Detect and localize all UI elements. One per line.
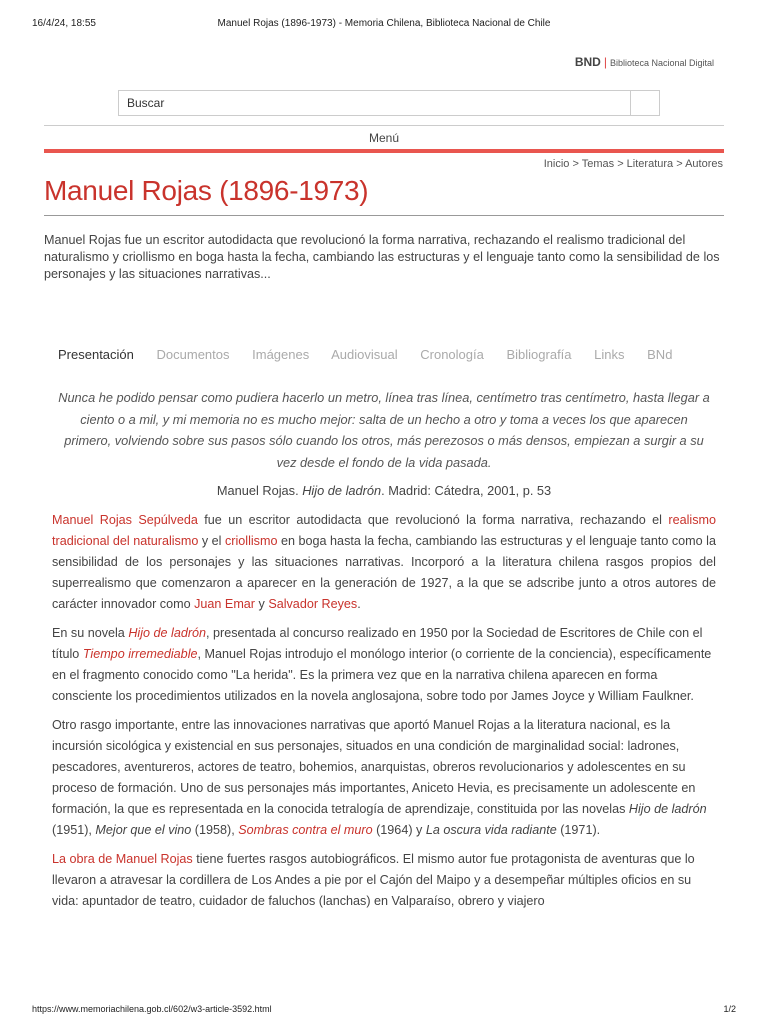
print-url: https://www.memoriachilena.gob.cl/602/w3-article-3592.html — [32, 1004, 272, 1014]
link-obra-manuel-rojas[interactable]: La obra de Manuel Rojas — [52, 852, 193, 866]
paragraph-3: Otro rasgo importante, entre las innovaciones narrativas que aportó Manuel Rojas a la literatura nacional, es la incursión sicológica y existencial en sus personajes, situados en una condición de marginalidad social: ladrones, pescadores, aventureros, actores de teatro, bohemios, anarquistas, obreros revolucionarios y adolescentes en su proceso de formación. Uno de sus personajes más importantes, Aniceto Hevia, es precisamente un adolescente en formación, la que es representada en la conocida tetralogía de aprendizaje, constituida por las novelas Hijo de ladrón (1951), Mejor que el vino (1958), Sombras contra el muro (1964) y La oscura vida radiante (1971). — [52, 718, 707, 837]
paragraph-1: Manuel Rojas Sepúlveda fue un escritor autodidacta que revolucionó la forma narrativa, rechazando el realismo tradicional del naturalismo y el criollismo en boga hasta la fecha, cambiando las estructuras y el lenguaje tanto como la sensibilidad de los personajes y las situaciones narrativas. Incorporó a la literatura chilena rasgos propios del superrealismo que comenzaron a aparecer en la generación de 1927, a la que se adscribe junto a otros autores de carácter innovador como Juan Emar y Salvador Reyes. — [52, 513, 716, 611]
section-tabs — [58, 347, 691, 362]
menu-toggle[interactable]: Menú — [44, 125, 724, 150]
print-title: Manuel Rojas (1896-1973) - Memoria Chilena, Biblioteca Nacional de Chile — [217, 18, 551, 29]
print-date: 16/4/24, 18:55 — [32, 18, 96, 29]
epigraph-quote: Nunca he podido pensar como pudiera hacerlo un metro, línea tras línea, centímetro tras centímetro, hasta llegar a ciento o a mil, y mi memoria no es mucho mejor: salta de un hecho a otro y toma a veces los que aparecen primero, volviendo sobre sus pasos sólo cuando los otros, más perezosos o más densos, empiezan a surgir a su vez desde el fondo de la vida pasada. — [58, 390, 710, 470]
paragraph-4: La obra de Manuel Rojas tiene fuertes rasgos autobiográficos. El mismo autor fue protagonista de aventuras que lo llevaron a atravesar la cordillera de Los Andes a pie por el Cajón del Maipo y a desempeñar múltiples oficios en su vida: apuntador de teatro, cuidador de faluchos (lanchas) en Valparaíso, obrero y viajero — [52, 852, 695, 908]
tab-bnd[interactable]: BNd — [647, 347, 673, 362]
link-manuel-rojas[interactable]: Manuel Rojas Sepúlveda — [52, 513, 198, 527]
link-criollismo[interactable]: criollismo — [225, 534, 278, 548]
link-salvador-reyes[interactable]: Salvador Reyes — [268, 597, 358, 611]
tab-audiovisual[interactable]: Audiovisual — [331, 347, 398, 362]
search-input[interactable] — [119, 91, 635, 115]
page-title: Manuel Rojas (1896-1973) — [44, 175, 369, 206]
link-hijo-de-ladron[interactable]: Hijo de ladrón — [128, 626, 207, 640]
tab-imagenes[interactable]: Imágenes — [252, 347, 310, 362]
brand-separator: | — [603, 55, 607, 69]
tab-presentacion[interactable]: Presentación — [58, 347, 134, 362]
link-realismo[interactable]: realismo tradicional del naturalismo — [52, 513, 716, 548]
search-box — [118, 90, 660, 116]
bnd-logo: BND — [574, 55, 601, 69]
paragraph-2: En su novela Hijo de ladrón, presentada al concurso realizado en 1950 por la Sociedad de Escritores de Chile con el título Tiempo irremediable, Manuel Rojas introdujo el monólogo interior (o corriente de la conciencia), específicamente en el fragmento conocido como "La herida". Es la primera vez que en la narrativa chilena aparecen en forma consciente los procedimientos utilizados en la novela anglosajona, sobre todo por James Joyce y William Faulkner. — [52, 626, 712, 703]
quote-citation — [0, 483, 768, 498]
link-sombras-contra-el-muro[interactable]: Sombras contra el muro — [238, 823, 373, 837]
cite-author: Manuel Rojas. — [216, 483, 303, 498]
intro-summary: Manuel Rojas fue un escritor autodidacta que revolucionó la forma narrativa, rechazando el realismo tradicional del naturalismo y criollismo en boga hasta la fecha, cambiando las estructuras y el lenguaje tanto como la sensibilidad de los personajes y las situaciones narrativas... — [44, 233, 720, 281]
cite-rest: . Madrid: Cátedra, 2001, p. 53 — [381, 483, 552, 498]
tab-links[interactable]: Links — [594, 347, 625, 362]
cite-work: Hijo de ladrón — [302, 483, 382, 498]
breadcrumb[interactable]: Inicio > Temas > Literatura > Autores — [543, 158, 723, 170]
tab-cronologia[interactable]: Cronología — [420, 347, 484, 362]
title-divider — [44, 215, 724, 216]
tab-bibliografia[interactable]: Bibliografía — [506, 347, 572, 362]
accent-bar — [44, 149, 724, 153]
print-page-number: 1/2 — [723, 1004, 736, 1014]
search-button[interactable] — [630, 91, 659, 115]
bnd-subtitle: Biblioteca Nacional Digital — [609, 58, 714, 68]
link-tiempo-irremediable[interactable]: Tiempo irremediable — [82, 647, 198, 661]
bnd-brand[interactable] — [575, 55, 714, 69]
link-juan-emar[interactable]: Juan Emar — [194, 597, 256, 611]
tab-documentos[interactable]: Documentos — [156, 347, 230, 362]
article-body — [52, 510, 716, 920]
